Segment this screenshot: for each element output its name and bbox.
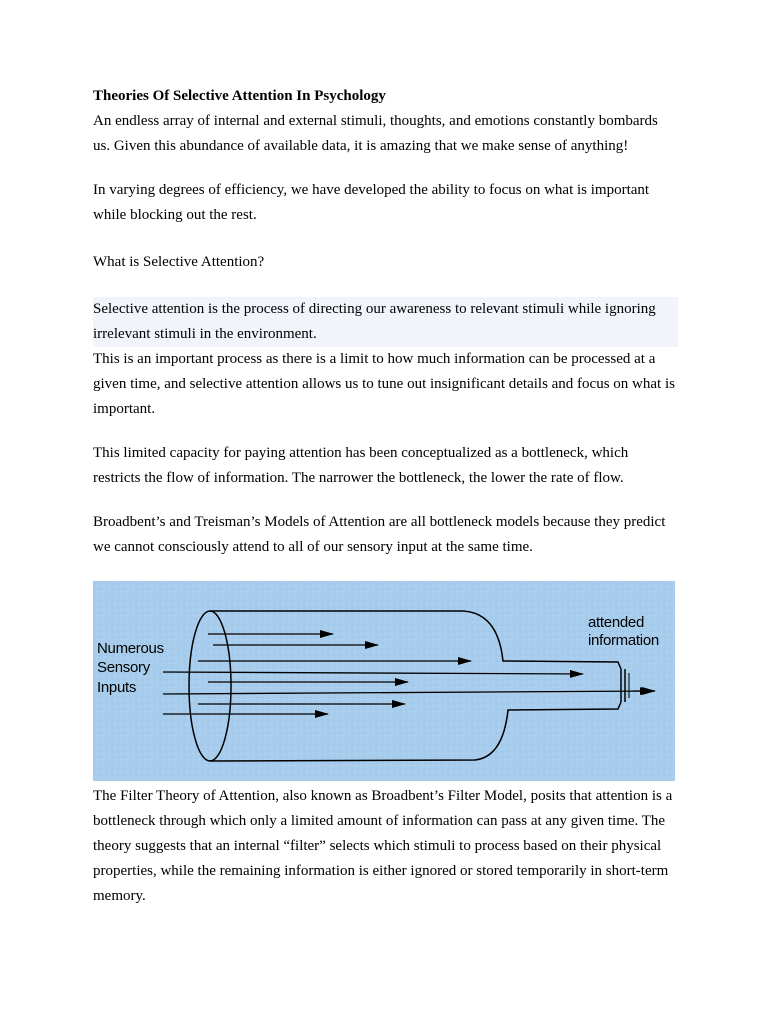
left-label-line-1: Numerous	[97, 640, 164, 657]
right-label-line-2: information	[588, 632, 659, 649]
document-page	[93, 84, 678, 909]
section-question: What is Selective Attention?	[93, 254, 265, 270]
left-label-line-3: Inputs	[97, 679, 137, 696]
right-label-line-1: attended	[588, 614, 644, 631]
paragraph-models: Broadbent’s and Treisman’s Models of Attention are all bottleneck models because they predict we cannot consciously attend to all of our sensory input at the same time.	[93, 514, 666, 555]
paragraph-intro: An endless array of internal and external stimuli, thoughts, and emotions constantly bombards us. Given this abundance of available data, it is amazing that we make sense of anything!	[93, 113, 658, 154]
paragraph-importance: This is an important process as there is a limit to how much information can be processed at a given time, and selective attention allows us to tune out insignificant details and focus on what is important.	[93, 351, 675, 417]
bottleneck-figure	[93, 581, 675, 781]
paragraph-bottleneck: This limited capacity for paying attention has been conceptualized as a bottleneck, which restricts the flow of information. The narrower the bottleneck, the lower the rate of flow.	[93, 445, 629, 486]
paragraph-efficiency: In varying degrees of efficiency, we have developed the ability to focus on what is important while blocking out the rest.	[93, 182, 650, 223]
paragraph-definition: Selective attention is the process of directing our awareness to relevant stimuli while ignoring irrelevant stimuli in the environment.	[93, 297, 678, 347]
paragraph-filter-theory: The Filter Theory of Attention, also known as Broadbent’s Filter Model, posits that attention is a bottleneck through which only a limited amount of information can pass at any given time. The theory suggests that an internal “filter” selects which stimuli to process based on their physical properties, while the remaining information is either ignored or stored temporarily in short-term memory.	[93, 788, 673, 904]
bottleneck-diagram	[93, 581, 675, 781]
document-title: Theories Of Selective Attention In Psychology	[93, 88, 386, 104]
left-label-line-2: Sensory	[97, 659, 150, 676]
